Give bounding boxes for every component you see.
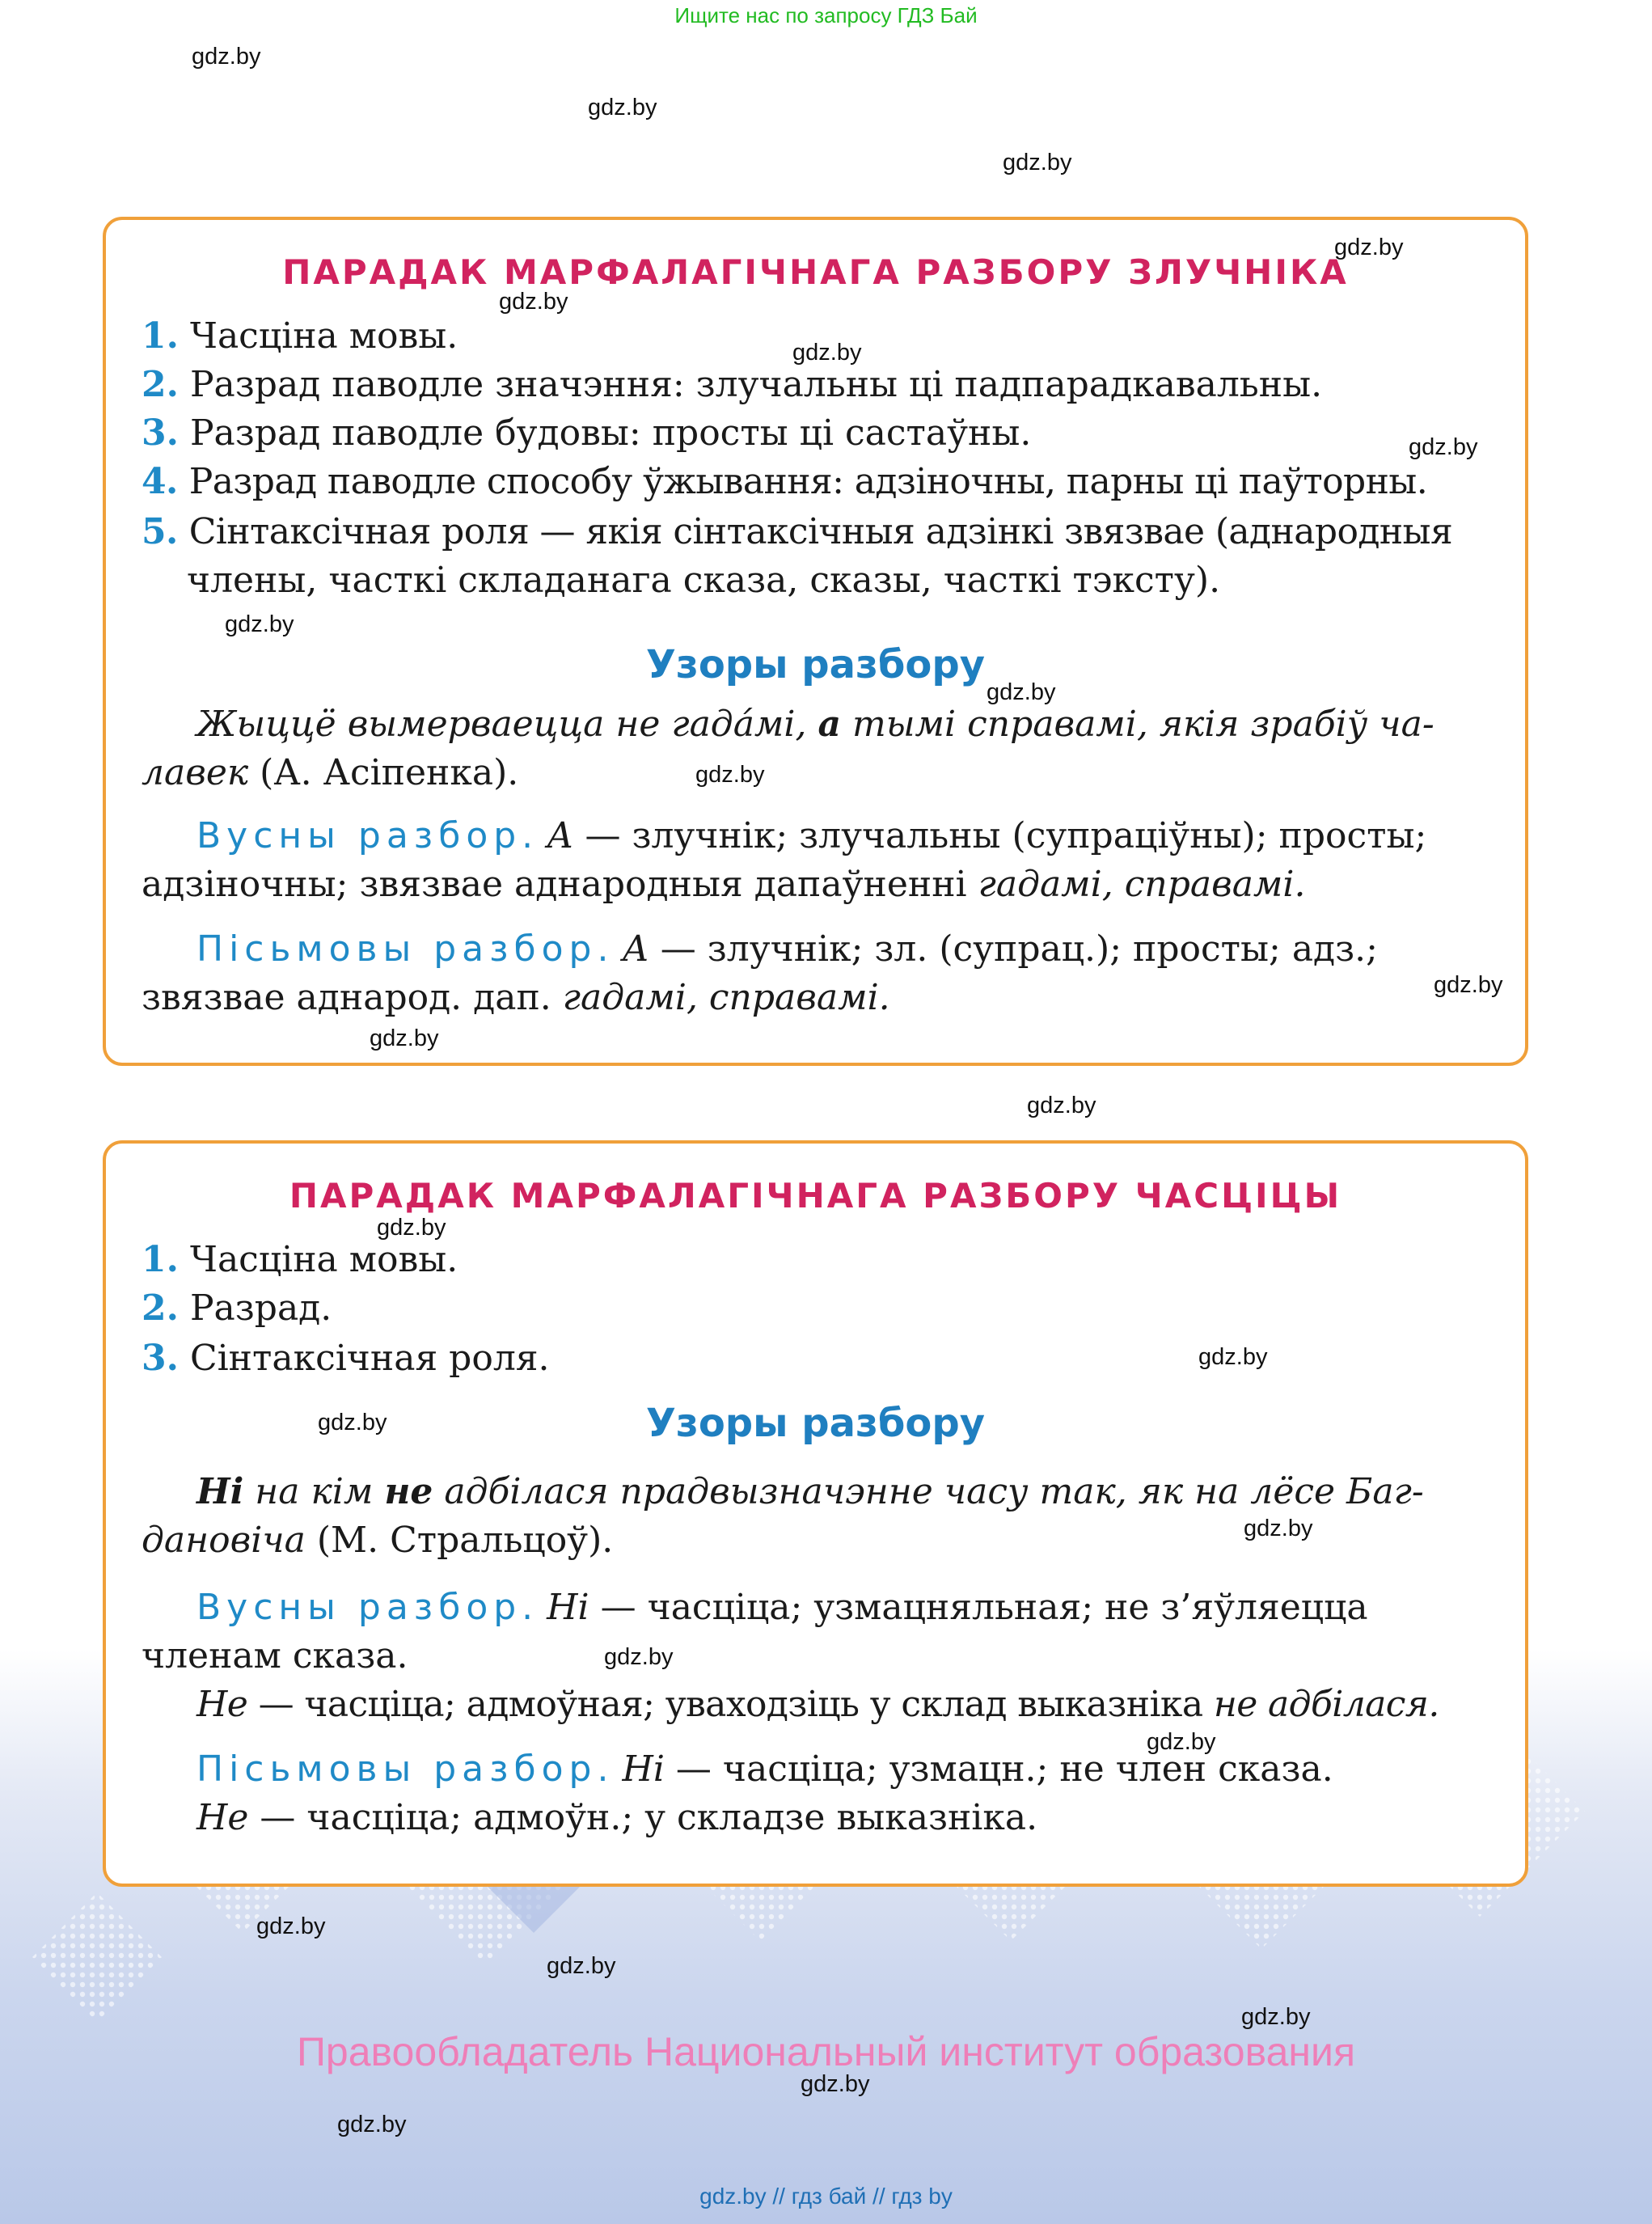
list-item <box>142 1287 1493 1329</box>
item-number: 2. <box>142 364 179 405</box>
list-item <box>142 1239 1493 1280</box>
written-analysis-cont: звязвае аднарод. дап. гадамі, справамі. <box>142 977 890 1018</box>
item-text: Сінтаксічная роля — якія сінтаксічныя адзінкі звязвае (аднародныя <box>188 511 1453 552</box>
oral-label: Вусны разбор. <box>196 1587 539 1628</box>
list-item <box>142 364 1493 405</box>
item-number: 3. <box>142 412 179 454</box>
item-text: Сінтаксічная роля. <box>189 1338 550 1379</box>
watermark: gdz.by <box>370 1025 439 1051</box>
particle-analysis-card <box>103 1140 1528 1887</box>
example-sentence: Ні на кім не адбілася прадвызначэнне часу так, як на лёсе Баг- <box>196 1471 1424 1512</box>
item-text: Разрад паводле значэння: злучальны ці падпарадкавальны. <box>189 364 1323 405</box>
watermark: gdz.by <box>1434 972 1503 998</box>
item-text: Разрад паводле способу ўжывання: адзіночны, парны ці паўторны. <box>188 461 1428 502</box>
item-number: 1. <box>142 315 179 357</box>
card-title: ПАРАДАК МАРФАЛАГІЧНАГА РАЗБОРУ ЧАСЦІЦЫ <box>289 1176 1342 1216</box>
list-item-continuation: члены, часткі складанага сказа, сказы, часткі тэксту). <box>187 560 1221 601</box>
watermark: gdz.by <box>318 1410 387 1435</box>
watermark: gdz.by <box>801 2071 870 2097</box>
watermark: gdz.by <box>1027 1093 1096 1118</box>
oral-analysis-second: Не — часціца; адмоўная; уваходзіць у склад выказніка не адбілася. <box>196 1684 1439 1725</box>
watermark: gdz.by <box>588 95 657 121</box>
list-item <box>142 1338 1493 1379</box>
watermark: gdz.by <box>1409 434 1478 460</box>
oral-label: Вусны разбор. <box>196 815 539 856</box>
footer-links[interactable]: gdz.by // гдз бай // гдз by <box>699 2184 953 2209</box>
oral-analysis-cont: адзіночны; звязвае аднародныя дапаўненні гадамі, справамі. <box>142 864 1306 905</box>
item-number: 5. <box>142 511 178 552</box>
item-number: 3. <box>142 1338 179 1379</box>
card-title: ПАРАДАК МАРФАЛАГІЧНАГА РАЗБОРУ ЗЛУЧНІКА <box>282 252 1349 292</box>
list-item <box>142 412 1493 454</box>
example-sentence-cont: лавек (А. Асіпенка). <box>142 752 519 793</box>
watermark: gdz.by <box>792 340 862 366</box>
watermark: gdz.by <box>1003 150 1072 175</box>
oral-analysis: Вусны разбор. Ні — часціца; узмацняльная; не з’яўляецца <box>196 1587 1368 1628</box>
written-label: Пісьмовы разбор. <box>196 1748 615 1790</box>
copyright-notice: Правообладатель Национальный институт образования <box>296 2029 1356 2074</box>
watermark: gdz.by <box>1241 2004 1311 2030</box>
list-item <box>142 511 1493 552</box>
item-number: 2. <box>142 1287 179 1329</box>
example-sentence-cont: дановіча (М. Стральцоў). <box>142 1520 614 1561</box>
watermark: gdz.by <box>695 762 765 788</box>
watermark: gdz.by <box>1244 1516 1313 1541</box>
item-text: Часціна мовы. <box>189 315 458 357</box>
written-analysis-second: Не — часціца; адмоўн.; у складзе выказніка. <box>196 1797 1038 1838</box>
examples-subtitle: Узоры разбору <box>645 1401 986 1446</box>
item-text: Разрад паводле будовы: просты ці састаўны. <box>189 412 1032 454</box>
watermark: gdz.by <box>499 289 568 315</box>
watermark: gdz.by <box>337 2112 407 2137</box>
watermark: gdz.by <box>225 611 294 637</box>
oral-analysis-cont: членам сказа. <box>142 1635 408 1676</box>
watermark: gdz.by <box>1334 235 1404 260</box>
watermark: gdz.by <box>1147 1729 1216 1755</box>
item-number: 4. <box>142 461 178 502</box>
top-search-link[interactable]: Ищите нас по запросу ГДЗ Бай <box>674 3 978 27</box>
oral-analysis: Вусны разбор. А — злучнік; злучальны (супраціўны); просты; <box>196 815 1427 856</box>
watermark: gdz.by <box>987 679 1056 705</box>
watermark: gdz.by <box>256 1913 326 1939</box>
watermark: gdz.by <box>1198 1344 1268 1370</box>
written-analysis: Пісьмовы разбор. А — злучнік; зл. (супрац.); просты; адз.; <box>196 928 1378 970</box>
written-label: Пісьмовы разбор. <box>196 928 615 970</box>
item-text: Разрад. <box>189 1287 332 1329</box>
list-item <box>142 461 1493 502</box>
item-text: Часціна мовы. <box>189 1239 458 1280</box>
watermark: gdz.by <box>377 1215 446 1241</box>
examples-subtitle: Узоры разбору <box>645 642 986 687</box>
watermark: gdz.by <box>604 1644 674 1670</box>
watermark: gdz.by <box>192 44 261 70</box>
written-analysis: Пісьмовы разбор. Ні — часціца; узмацн.; не член сказа. <box>196 1748 1333 1790</box>
watermark: gdz.by <box>547 1953 616 1979</box>
item-number: 1. <box>142 1239 179 1280</box>
example-sentence: Жыццё вымерваецца не гада́мі, а тымі справамі, якія зрабіў ча- <box>196 704 1434 745</box>
